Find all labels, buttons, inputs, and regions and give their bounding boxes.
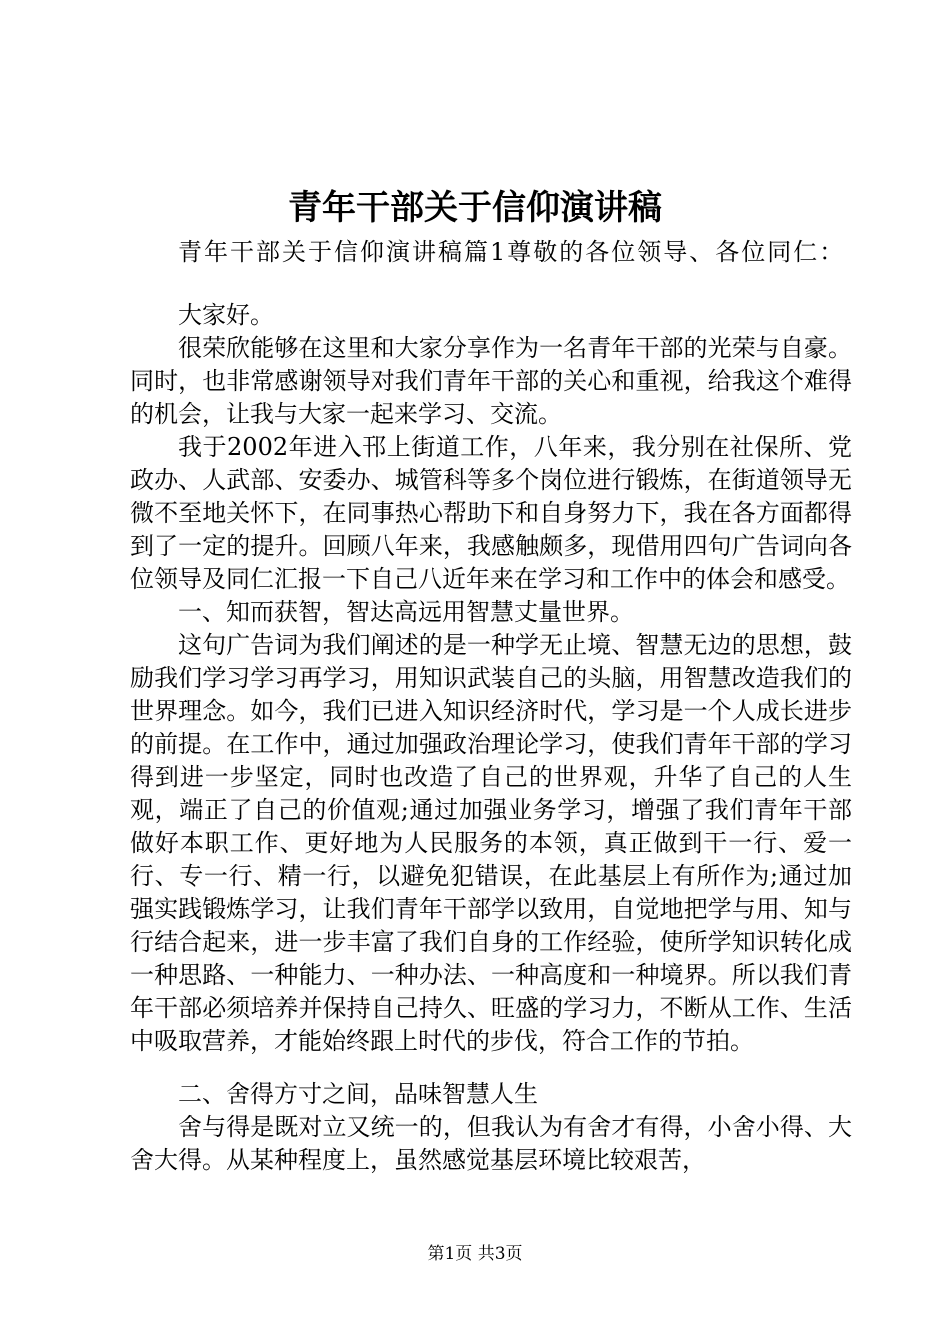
intro-paragraph: 很荣欣能够在这里和大家分享作为一名青年干部的光荣与自豪。同时，也非常感谢领导对我们青年干部的关心和重视，给我这个难得的机会，让我与大家一起来学习、交流。 <box>130 334 852 428</box>
opening-line: 青年干部关于信仰演讲稿篇1尊敬的各位领导、各位同仁： <box>178 238 846 266</box>
section-heading-two: 二、舍得方寸之间，品味智慧人生 <box>178 1080 538 1108</box>
paragraph-spacer <box>130 269 852 299</box>
greeting-paragraph: 大家好。 <box>178 301 274 329</box>
document-body <box>130 236 852 1177</box>
paragraph-spacer <box>130 1058 852 1078</box>
section-two-paragraph: 舍与得是既对立又统一的，但我认为有舍才有得，小舍小得、大舍大得。从某种程度上，虽然感觉基层环境比较艰苦， <box>130 1113 852 1174</box>
section-heading-one: 一、知而获智，智达高远用智慧丈量世界。 <box>178 598 634 626</box>
document-title: 青年干部关于信仰演讲稿 <box>288 188 662 228</box>
section-one-paragraph: 这句广告词为我们阐述的是一种学无止境、智慧无边的思想，鼓励我们学习学习再学习，用知识武装自己的头脑，用智慧改造我们的世界理念。如今，我们已进入知识经济时代，学习是一个人成长进步的前提。在工作中，通过加强政治理论学习，使我们青年干部的学习得到进一步坚定，同时也改造了自己的世界观，升华了自己的人生观，端正了自己的价值观;通过加强业务学习，增强了我们青年干部做好本职工作、更好地为人民服务的本领，真正做到干一行、爱一行、专一行、精一行，以避免犯错误，在此基层上有所作为;通过加强实践锻炼学习，让我们青年干部学以致用，自觉地把学与用、知与行结合起来，进一步丰富了我们自身的工作经验，使所学知识转化成一种思路、一种能力、一种办法、一种高度和一种境界。所以我们青年干部必须培养并保持自己持久、旺盛的学习力，不断从工作、生活中吸取营养，才能始终跟上时代的步伐，符合工作的节拍。 <box>130 631 852 1055</box>
page-footer: 第1页 共3页 <box>427 1244 523 1264</box>
background-paragraph: 我于2002年进入邗上街道工作，八年来，我分别在社保所、党政办、人武部、安委办、城管科等多个岗位进行锻炼，在街道领导无微不至地关怀下，在同事热心帮助下和自身努力下，我在各方面都得到了一定的提升。回顾八年来，我感触颇多，现借用四句广告词向各位领导及同仁汇报一下自己八近年来在学习和工作中的体会和感受。 <box>130 433 852 593</box>
